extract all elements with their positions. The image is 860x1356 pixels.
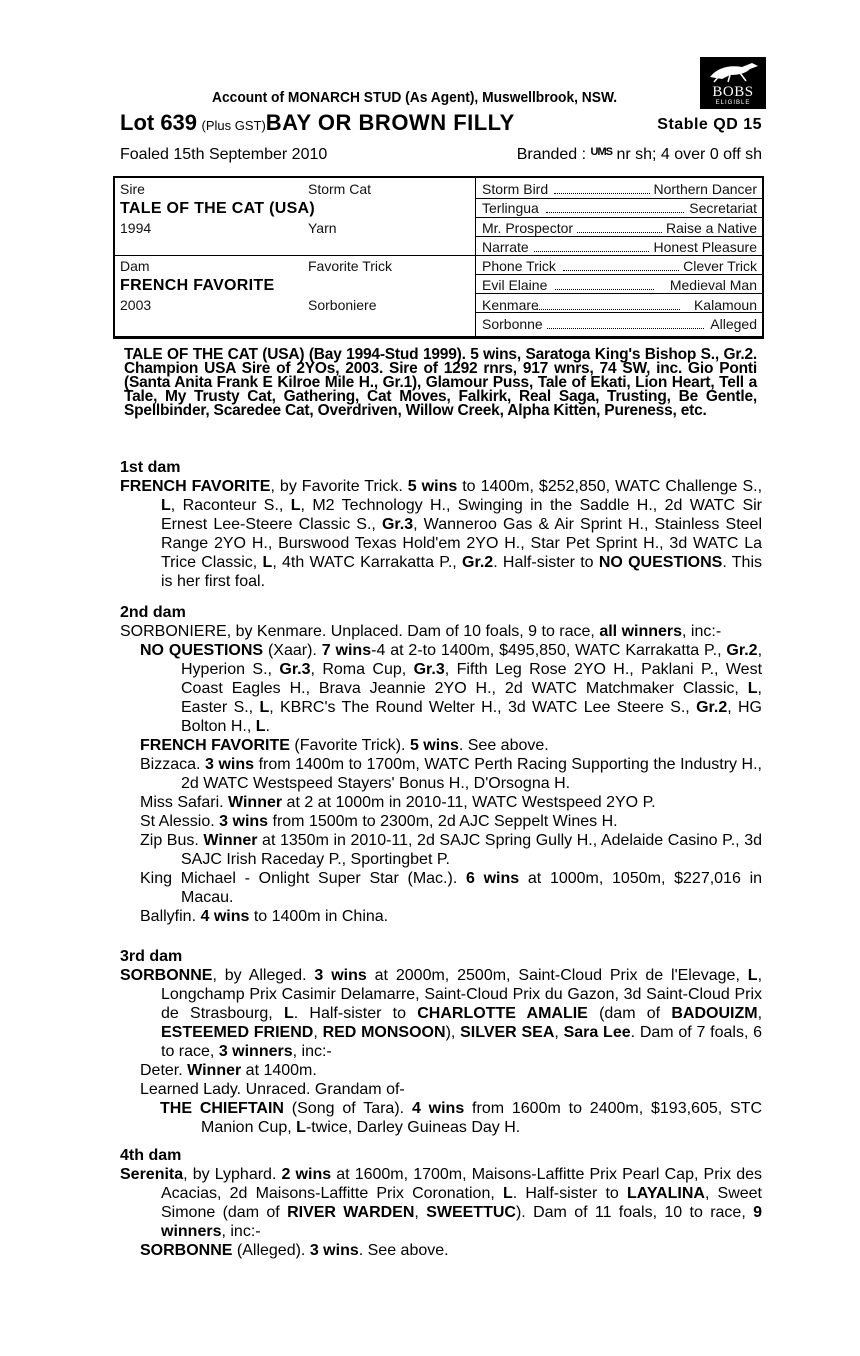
progeny-entry: St Alessio. 3 wins from 1500m to 2300m, 2d AJC Seppelt Wines H.	[140, 813, 618, 830]
pedigree-table	[113, 176, 764, 339]
lot-number: Lot 639	[120, 110, 198, 135]
progeny-entry: Deter. Winner at 1400m.	[140, 1062, 317, 1079]
gst-note: (Plus GST)	[201, 118, 266, 133]
branded-label: Branded :	[516, 146, 587, 163]
gp-right: Honest Pleasure	[653, 239, 757, 255]
progeny-entry: Bizzaca. 3 wins from 1400m to 1700m, WATC Perth Racing Supporting the Industry H., 2d WATC Westspeed Stayers' Bonus H., D'Orsogna H.	[140, 756, 763, 792]
gp-right: Clever Trick	[683, 258, 757, 274]
gp-left: Phone Trick	[482, 258, 556, 274]
gp-left: Storm Bird	[482, 181, 549, 197]
second-dam-section	[120, 603, 762, 926]
bobs-eligible-logo	[700, 57, 766, 109]
logo-subtext: ELIGIBLE	[715, 100, 751, 106]
sire-year: 1994	[120, 220, 152, 236]
dam-label: Dam	[120, 258, 150, 274]
gp-right: Secretariat	[689, 200, 757, 216]
dam-year: 2003	[120, 297, 152, 313]
gp-right: Medieval Man	[669, 277, 757, 293]
gp-left: Terlingua	[482, 200, 539, 216]
brand-detail: nr sh; 4 over 0 off sh	[616, 146, 762, 163]
progeny-entry: FRENCH FAVORITE (Favorite Trick). 5 wins. See above.	[140, 737, 549, 754]
gp-right: Raise a Native	[665, 220, 757, 236]
progeny-entry: NO QUESTIONS (Xaar). 7 wins-4 at 2-to 1400m, $495,850, WATC Karrakatta P., Gr.2, Hyperion S., Gr.3, Roma Cup, Gr.3, Fifth Leg Rose 2YO H., Paklani P., West Coast Eagles H., Brava Jeannie 2YO H., 2d WATC Matchmaker Classic, L, Easter S., L, KBRC's The Round Welter H., 3d WATC Lee Steere S., Gr.2, HG Bolton H., L.	[140, 642, 763, 735]
sire-dam: Yarn	[308, 220, 337, 236]
dam-paragraph: FRENCH FAVORITE, by Favorite Trick. 5 wins to 1400m, $252,850, WATC Challenge S., L, Raconteur S., L, M2 Technology H., Swinging in the Saddle H., 2d WATC Sir Ernest Lee-Steere Classic S., Gr.3, Wanneroo Gas & Air Sprint H., Stainless Steel Range 2YO H., Burswood Texas Hold'em 2YO H., Star Pet Sprint H., 3d WATC La Trice Classic, L, 4th WATC Karrakatta P., Gr.2. Half-sister to NO QUESTIONS. This is her first foal.	[120, 478, 763, 590]
third-dam-section	[120, 947, 762, 1137]
progeny-entry: King Michael - Onlight Super Star (Mac.). 6 wins at 1000m, 1050m, $227,016 in Macau.	[140, 870, 763, 906]
lot-line	[120, 110, 762, 136]
gp-right: Kalamoun	[693, 297, 757, 313]
progeny-entry: SORBONNE (Alleged). 3 wins. See above.	[140, 1242, 449, 1259]
sire-label: Sire	[120, 181, 145, 197]
gp-right: Alleged	[710, 316, 757, 332]
progeny-entry: Zip Bus. Winner at 1350m in 2010-11, 2d SAJC Spring Gully H., Adelaide Casino P., 3d SAJC Irish Raceday P., Sportingbet P.	[140, 832, 762, 868]
gp-left: Kenmare	[482, 297, 539, 313]
sire-name: TALE OF THE CAT (USA)	[120, 200, 316, 217]
logo-text: BOBS	[712, 84, 754, 100]
gp-right: Northern Dancer	[653, 181, 757, 197]
gp-left: Evil Elaine	[482, 277, 548, 293]
dam-paragraph: Serenita, by Lyphard. 2 wins at 1600m, 1700m, Maisons-Laffitte Prix Pearl Cap, Prix des Acacias, 2d Maisons-Laffitte Prix Coronation, L. Half-sister to LAYALINA, Sweet Simone (dam of RIVER WARDEN, SWEETTUC). Dam of 11 foals, 10 to race, 9 winners, inc:-	[120, 1166, 763, 1240]
gp-left: Mr. Prospector	[482, 220, 574, 236]
lot-description: BAY OR BROWN FILLY	[265, 110, 515, 135]
fourth-dam-section	[120, 1146, 762, 1260]
dam-paragraph: SORBONNE, by Alleged. 3 wins at 2000m, 2500m, Saint-Cloud Prix de l'Elevage, L, Longchamp Prix Casimir Delamarre, Saint-Cloud Prix du Gazon, 3d Saint-Cloud Prix de Strasbourg, L. Half-sister to CHARLOTTE AMALIE (dam of BADOUIZM, ESTEEMED FRIEND, RED MONSOON), SILVER SEA, Sara Lee. Dam of 7 foals, 6 to race, 3 winners, inc:-	[120, 967, 763, 1060]
section-heading: 4th dam	[120, 1147, 182, 1164]
section-heading: 2nd dam	[120, 604, 186, 621]
progeny-entry: Ballyfin. 4 wins to 1400m in China.	[140, 908, 389, 925]
dam-paragraph: SORBONIERE, by Kenmare. Unplaced. Dam of 10 foals, 9 to race, all winners, inc:-	[120, 623, 722, 640]
branded-info	[517, 146, 762, 164]
first-dam-section	[120, 458, 762, 591]
progeny-entry: Miss Safari. Winner at 2 at 1000m in 2010-11, WATC Westspeed 2YO P.	[140, 794, 656, 811]
dam-sire: Favorite Trick	[308, 258, 393, 274]
sire-summary: TALE OF THE CAT (USA) (Bay 1994-Stud 1999). 5 wins, Saratoga King's Bishop S., Gr.2. Champion USA Sire of 2YOs, 2003. Sire of 1292 rnrs, 917 wnrs, 74 SW, inc. Gio Ponti (Santa Anita Frank E Kilroe Mile H., Gr.1), Glamour Puss, Tale of Ekati, Lion Heart, Tell a Tale, My Trusty Cat, Gathering, Cat Moves, Falkirk, Real Saga, Trusting, Be Gentle, Spellbinder, Scaredee Cat, Overdriven, Willow Creek, Alpha Kitten, Pureness, etc.	[124, 346, 757, 419]
vendor-account: Account of MONARCH STUD (As Agent), Muswellbrook, NSW.	[212, 89, 618, 106]
section-heading: 1st dam	[120, 459, 181, 476]
section-heading: 3rd dam	[120, 948, 183, 965]
stable-code: Stable QD 15	[657, 116, 762, 133]
horse-icon	[700, 57, 766, 85]
grandprogeny-entry: THE CHIEFTAIN (Song of Tara). 4 wins from 1600m to 2400m, $193,605, STC Manion Cup, L-twice, Darley Guineas Day H.	[160, 1100, 763, 1136]
brand-mark: UMS	[590, 146, 612, 158]
gp-left: Narrate	[482, 239, 529, 255]
foaled-date: Foaled 15th September 2010	[120, 146, 328, 163]
gp-left: Sorbonne	[482, 316, 543, 332]
progeny-entry: Learned Lady. Unraced. Grandam of-	[140, 1081, 405, 1098]
sire-sire: Storm Cat	[308, 181, 372, 197]
dam-dam: Sorboniere	[308, 297, 377, 313]
dam-name: FRENCH FAVORITE	[120, 277, 275, 294]
